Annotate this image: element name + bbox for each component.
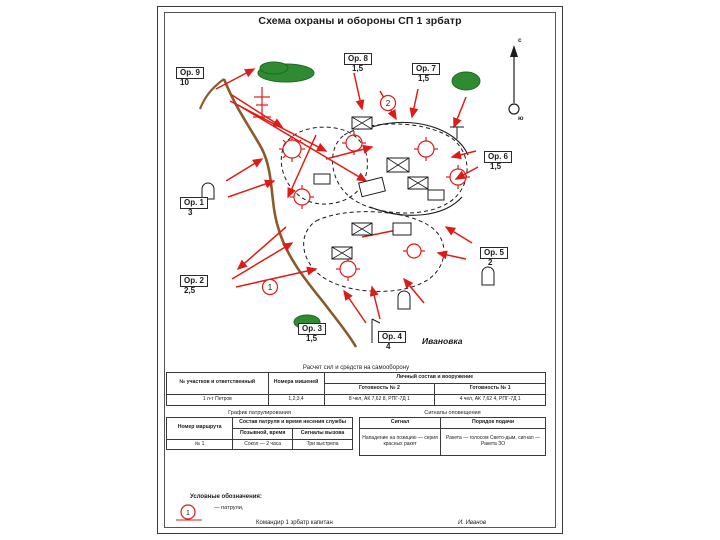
landmark-op4-value: 4 — [386, 342, 391, 351]
forces-cell-readiness1: 4 чел, АК 7,62 4, РПГ-7Д 1 — [435, 394, 546, 405]
table-row — [360, 417, 546, 428]
legend-block — [166, 494, 546, 530]
woodland-shapes — [258, 62, 480, 329]
landmark-op6-value: 1,5 — [490, 162, 502, 171]
lower-tables-row — [166, 410, 546, 456]
patrol-cell-signal: Три выстрела — [293, 439, 353, 450]
patrol-subheader-signals: Сигналы вызова — [293, 428, 353, 439]
legend-title: Условные обозначения: — [190, 494, 262, 500]
landmark-op8-value: 1,5 — [352, 64, 364, 73]
settlement-label: Ивановка — [422, 336, 463, 346]
signals-header-order: Порядок подачи — [441, 417, 546, 428]
patrol-table-block — [166, 410, 353, 456]
forces-cell-readiness2: 8 чел, АК 7,62 8, РПГ-7Д 1 — [324, 394, 435, 405]
patrol-cell-route: № 1 — [167, 439, 233, 450]
compass-north-label: с — [518, 37, 522, 44]
table-row — [360, 428, 546, 455]
landmark-op3-value: 1,5 — [306, 334, 318, 343]
svg-text:1: 1 — [267, 283, 273, 292]
signals-table — [359, 417, 546, 456]
svg-text:1: 1 — [186, 510, 190, 517]
landmark-op1-value: 3 — [188, 208, 193, 217]
road-branch — [200, 79, 224, 109]
table-row — [167, 394, 546, 405]
landmark-op3: Ор. 3 — [298, 323, 326, 335]
legend-patrol-symbol — [172, 502, 212, 524]
building-symbols — [202, 127, 494, 343]
forces-header-targets: Номера мишеней — [268, 373, 324, 395]
forces-table — [166, 372, 546, 406]
landmark-op2: Ор. 2 — [180, 275, 208, 287]
patrol-table — [166, 417, 353, 451]
table-row — [167, 439, 353, 450]
forces-table-caption: Расчет сил и средств на самооборону — [302, 365, 410, 371]
forces-cell-targets: 1,2,3,4 — [268, 394, 324, 405]
landmark-op9: Ор. 9 — [176, 67, 204, 79]
forces-cell-sector: 1 л-т Петров — [167, 394, 269, 405]
landmark-op8: Ор. 8 — [344, 53, 372, 65]
signals-cell-signal: Нападение на позицию — серия красных ракет — [360, 428, 441, 455]
landmark-op2-value: 2,5 — [184, 286, 196, 295]
signals-table-block — [359, 410, 546, 456]
signals-cell-order: Ракета — голосом Свето-дым, сигнал — Ракета ЗО — [441, 428, 546, 455]
landmark-op6: Ор. 6 — [484, 151, 512, 163]
landmark-op5-value: 2 — [488, 258, 493, 267]
fire-sector-arcs — [370, 122, 468, 215]
tables-area — [166, 365, 546, 456]
compass-rose — [509, 45, 519, 114]
page-title: Схема охраны и обороны СП 1 зрбатр — [258, 15, 462, 27]
landmark-op9-value: 10 — [180, 78, 189, 87]
unit-symbols — [314, 117, 444, 259]
map-graphics — [166, 31, 546, 361]
landmark-op7: Ор. 7 — [412, 63, 440, 75]
compass-south-label: ю — [518, 115, 524, 122]
patrol-header-route: Номер маршрута — [167, 417, 233, 439]
svg-text:2: 2 — [385, 99, 391, 108]
landmark-op4: Ор. 4 — [378, 331, 406, 343]
forces-header-sector: № участков и ответственный — [167, 373, 269, 395]
map-sheet — [157, 6, 563, 534]
landmark-op1: Ор. 1 — [180, 197, 208, 209]
signature-name: И. Иванов — [458, 520, 487, 526]
signals-header-signal: Сигнал — [360, 417, 441, 428]
forces-subheader-readiness2: Готовность № 2 — [324, 383, 435, 394]
patrol-cell-callsign: Сокол — 2 часа — [233, 439, 293, 450]
forces-header-personnel: Личный состав и вооружение — [324, 373, 545, 384]
table-row — [167, 373, 546, 384]
legend-entry-patrol: — патрули, — [214, 505, 244, 511]
forces-subheader-readiness1: Готовность № 1 — [435, 383, 546, 394]
landmark-op5: Ор. 5 — [480, 247, 508, 259]
landmark-op7-value: 1,5 — [418, 74, 430, 83]
patrol-subheader-callsign: Позывной, время — [233, 428, 293, 439]
patrol-header-composition: Состав патруля и время несения службы — [233, 417, 353, 428]
patrol-table-caption: График патрулирования — [228, 409, 291, 416]
table-row — [167, 417, 353, 428]
road-line — [224, 79, 356, 347]
signals-table-caption: Сигналы оповещения — [424, 409, 481, 416]
tactical-map — [166, 31, 546, 361]
signature-position: Командир 1 зрбатр капитан — [256, 520, 333, 526]
map-markers — [263, 96, 396, 295]
